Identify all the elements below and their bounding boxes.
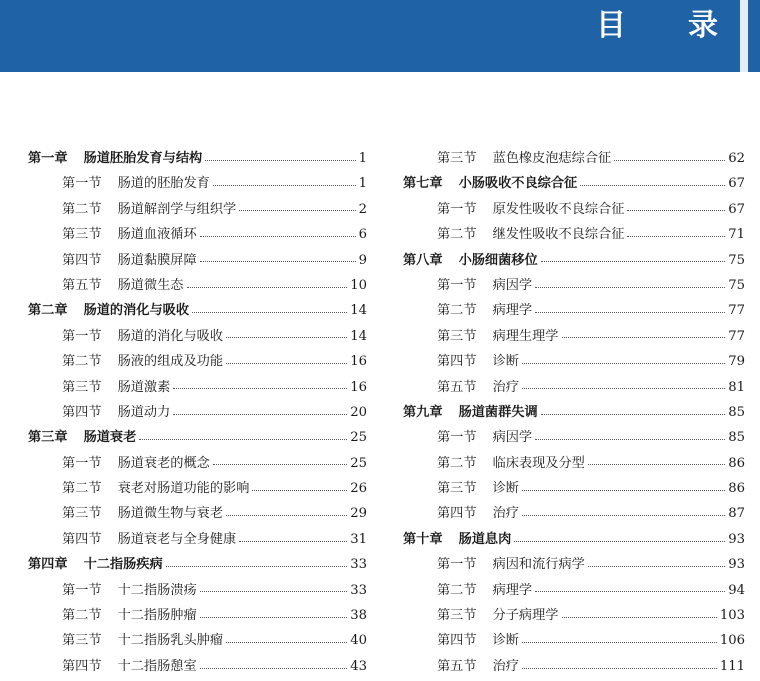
toc-entry-label: 第五节	[437, 658, 477, 674]
toc-section-row[interactable]	[28, 273, 367, 298]
toc-page-number: 9	[358, 252, 367, 268]
toc-section-row[interactable]	[28, 248, 367, 273]
toc-page-number: 86	[728, 455, 745, 471]
toc-section-row[interactable]	[28, 451, 367, 476]
toc-entry-label: 第二节	[62, 354, 102, 370]
toc-dot-leader	[200, 616, 348, 618]
toc-entry-title: 十二指肠疾病	[83, 557, 163, 573]
toc-entry-title: 病理生理学	[492, 328, 559, 344]
toc-entry-label: 第四节	[437, 633, 477, 649]
toc-entry-label: 第三节	[62, 506, 102, 522]
toc-entry-label: 第一节	[437, 277, 477, 293]
toc-entry-title: 肠道的消化与吸收	[83, 303, 190, 319]
toc-entry-title: 肠道衰老	[83, 430, 137, 446]
toc-page-number: 77	[728, 303, 745, 319]
toc-section-row[interactable]	[28, 501, 367, 526]
toc-right-column	[403, 146, 745, 679]
toc-chapter-row[interactable]	[403, 248, 745, 273]
toc-entry-label: 第四节	[437, 506, 477, 522]
toc-dot-leader	[535, 286, 725, 288]
toc-chapter-row[interactable]	[28, 298, 367, 323]
toc-entry-title: 肠液的组成及功能	[117, 354, 224, 370]
toc-section-row[interactable]	[28, 222, 367, 247]
toc-entry-label: 第二节	[437, 455, 477, 471]
toc-dot-leader	[514, 540, 725, 542]
toc-page-number: 75	[728, 277, 745, 293]
toc-entry-title: 临床表现及分型	[492, 455, 585, 471]
toc-entry-title: 肠道激素	[117, 379, 171, 395]
toc-entry-title: 肠道衰老的概念	[117, 455, 210, 471]
toc-entry-title: 肠道的胚胎发育	[117, 176, 210, 192]
toc-dot-leader	[226, 641, 347, 643]
toc-section-row[interactable]	[403, 349, 745, 374]
toc-page-number: 43	[350, 658, 367, 674]
toc-entry-title: 诊断	[492, 633, 519, 649]
toc-entry-title: 肠道菌群失调	[458, 404, 538, 420]
toc-entry-label: 第三节	[437, 151, 477, 166]
toc-entry-label: 第四节	[62, 658, 102, 674]
toc-section-row[interactable]	[28, 654, 367, 679]
toc-dot-leader	[580, 184, 725, 186]
toc-entry-label: 第九章	[403, 404, 443, 420]
toc-section-row[interactable]	[28, 578, 367, 603]
toc-entry-title: 十二指肠肿瘤	[117, 608, 197, 624]
toc-entry-label: 第三节	[62, 227, 102, 243]
toc-dot-leader	[535, 311, 725, 313]
toc-entry-title: 治疗	[492, 658, 519, 674]
toc-entry-title: 小肠细菌移位	[458, 252, 538, 268]
toc-section-row[interactable]	[403, 451, 745, 476]
toc-dot-leader	[173, 413, 347, 415]
toc-page-number: 93	[728, 557, 745, 573]
toc-section-row[interactable]	[28, 349, 367, 374]
toc-entry-title: 肠道息肉	[458, 531, 512, 547]
header-edge-stripe	[740, 0, 748, 72]
toc-dot-leader	[192, 311, 347, 313]
toc-section-row[interactable]	[403, 324, 745, 349]
toc-page-number: 79	[728, 354, 745, 370]
toc-section-row[interactable]	[28, 527, 367, 552]
toc-dot-leader	[166, 565, 348, 567]
toc-entry-title: 治疗	[492, 506, 519, 522]
toc-page-number: 26	[350, 481, 367, 497]
toc-dot-leader	[627, 235, 725, 237]
toc-page-number: 14	[350, 303, 367, 319]
toc-section-row[interactable]	[403, 222, 745, 247]
toc-page-number: 14	[350, 328, 367, 344]
toc-entry-title: 肠道解剖学与组织学	[117, 201, 237, 217]
toc-entry-label: 第一节	[62, 328, 102, 344]
toc-dot-leader	[627, 209, 725, 211]
toc-dot-leader	[541, 413, 726, 415]
toc-dot-leader	[200, 667, 348, 669]
toc-dot-leader	[541, 260, 726, 262]
toc-page-number: 94	[728, 582, 745, 598]
toc-entry-label: 第四节	[437, 354, 477, 370]
toc-section-row[interactable]	[28, 400, 367, 425]
toc-dot-leader	[226, 362, 347, 364]
toc-section-row[interactable]	[403, 273, 745, 298]
page-title	[596, 0, 720, 44]
toc-page-number: 1	[358, 151, 367, 166]
toc-page-number: 33	[350, 582, 367, 598]
toc-entry-title: 肠道衰老与全身健康	[117, 531, 237, 547]
toc-page-number: 71	[728, 227, 745, 243]
toc-chapter-row[interactable]	[403, 400, 745, 425]
toc-entry-label: 第三节	[437, 608, 477, 624]
toc-page-number: 40	[350, 633, 367, 649]
toc-dot-leader	[226, 336, 347, 338]
toc-entry-label: 第七章	[403, 176, 443, 192]
toc-chapter-row[interactable]	[28, 146, 367, 171]
toc-chapter-row[interactable]	[28, 552, 367, 577]
toc-entry-title: 诊断	[492, 481, 519, 497]
toc-dot-leader	[588, 565, 725, 567]
toc-dot-leader	[522, 667, 717, 669]
toc-chapter-row[interactable]	[403, 527, 745, 552]
toc-entry-label: 第一节	[437, 557, 477, 573]
toc-dot-leader	[588, 463, 725, 465]
toc-dot-leader	[614, 159, 725, 161]
toc-dot-leader	[239, 209, 355, 211]
toc-page-number: 77	[728, 328, 745, 344]
toc-entry-label: 第二节	[62, 481, 102, 497]
toc-page-number: 111	[719, 658, 745, 674]
toc-dot-leader	[535, 438, 725, 440]
toc-dot-leader	[187, 286, 348, 288]
toc-page-number: 33	[350, 557, 367, 573]
toc-section-row[interactable]	[28, 628, 367, 653]
toc-page-number: 85	[728, 404, 745, 420]
toc-page-number: 85	[728, 430, 745, 446]
toc-entry-label: 第三章	[28, 430, 68, 446]
toc-entry-title: 肠道微生态	[117, 277, 184, 293]
toc-entry-label: 第三节	[62, 633, 102, 649]
page-title-char-2: 录	[688, 8, 720, 43]
toc-dot-leader	[562, 336, 726, 338]
toc-page-number: 25	[350, 455, 367, 471]
toc-entry-label: 第一节	[62, 582, 102, 598]
toc-page-number: 31	[350, 531, 367, 547]
toc-section-row[interactable]	[28, 603, 367, 628]
toc-section-row[interactable]	[403, 146, 745, 171]
toc-page-number: 6	[358, 227, 367, 243]
toc-entry-title: 肠道血液循环	[117, 227, 197, 243]
toc-section-row[interactable]	[403, 578, 745, 603]
toc-page-number: 16	[350, 354, 367, 370]
toc-entry-title: 肠道的消化与吸收	[117, 328, 224, 344]
toc-entry-label: 第二节	[437, 582, 477, 598]
toc-page-number: 93	[728, 531, 745, 547]
toc-page-number: 38	[350, 608, 367, 624]
toc-dot-leader	[239, 540, 347, 542]
toc-entry-label: 第四节	[62, 404, 102, 420]
toc-entry-title: 治疗	[492, 379, 519, 395]
toc-dot-leader	[522, 641, 717, 643]
toc-entry-label: 第一章	[28, 151, 68, 166]
toc-dot-leader	[535, 590, 725, 592]
toc-page-number: 75	[728, 252, 745, 268]
toc-chapter-row[interactable]	[403, 171, 745, 196]
toc-entry-title: 病理学	[492, 582, 533, 598]
toc-page-number: 29	[350, 506, 367, 522]
toc-entry-title: 诊断	[492, 354, 519, 370]
toc-entry-title: 分子病理学	[492, 608, 559, 624]
toc-entry-title: 十二指肠溃疡	[117, 582, 197, 598]
toc-dot-leader	[226, 514, 347, 516]
toc-entry-label: 第二节	[437, 303, 477, 319]
toc-dot-leader	[200, 235, 356, 237]
page-title-char-1: 目	[596, 8, 628, 43]
toc-entry-label: 第三节	[437, 481, 477, 497]
toc-page-number: 62	[728, 151, 745, 166]
toc-entry-title: 病因学	[492, 277, 533, 293]
toc-section-row[interactable]	[28, 171, 367, 196]
toc-dot-leader	[200, 260, 356, 262]
toc-dot-leader	[562, 616, 717, 618]
toc-page-number: 25	[350, 430, 367, 446]
toc-dot-leader	[522, 514, 725, 516]
toc-entry-title: 十二指肠憩室	[117, 658, 197, 674]
toc-page-number: 106	[719, 633, 745, 649]
toc-dot-leader	[252, 489, 347, 491]
toc-entry-label: 第一节	[62, 176, 102, 192]
toc-dot-leader	[173, 387, 347, 389]
toc-section-row[interactable]	[403, 501, 745, 526]
toc-entry-label: 第二节	[62, 608, 102, 624]
toc-section-row[interactable]	[403, 654, 745, 679]
toc-section-row[interactable]	[403, 375, 745, 400]
toc-dot-leader	[522, 387, 725, 389]
toc-entry-title: 肠道胚胎发育与结构	[83, 151, 203, 166]
toc-page-number: 2	[358, 201, 367, 217]
toc-dot-leader	[213, 184, 356, 186]
toc-page-number: 20	[350, 404, 367, 420]
toc-dot-leader	[522, 362, 725, 364]
toc-page-number: 1	[358, 176, 367, 192]
toc-section-row[interactable]	[28, 375, 367, 400]
toc-dot-leader	[139, 438, 347, 440]
toc-page-number: 87	[728, 506, 745, 522]
toc-section-row[interactable]	[28, 476, 367, 501]
toc-entry-title: 肠道动力	[117, 404, 171, 420]
toc-entry-label: 第一节	[62, 455, 102, 471]
toc-entry-title: 衰老对肠道功能的影响	[117, 481, 250, 497]
toc-dot-leader	[522, 489, 725, 491]
toc-entry-title: 病因和流行病学	[492, 557, 585, 573]
toc-page-number: 81	[728, 379, 745, 395]
toc-dot-leader	[205, 159, 355, 161]
toc-entry-label: 第二章	[28, 303, 68, 319]
toc-section-row[interactable]	[403, 476, 745, 501]
toc-section-row[interactable]	[403, 197, 745, 222]
toc-entry-label: 第四节	[62, 252, 102, 268]
toc-entry-title: 小肠吸收不良综合征	[458, 176, 578, 192]
toc-page-number: 103	[719, 608, 745, 624]
toc-entry-label: 第五节	[437, 379, 477, 395]
toc-entry-title: 蓝色橡皮泡痣综合征	[492, 151, 612, 166]
toc-entry-label: 第八章	[403, 252, 443, 268]
toc-entry-title: 病理学	[492, 303, 533, 319]
toc-entry-title: 原发性吸收不良综合征	[492, 201, 625, 217]
toc-dot-leader	[213, 463, 347, 465]
toc-page-number: 86	[728, 481, 745, 497]
toc-entry-label: 第一节	[437, 430, 477, 446]
toc-section-row[interactable]	[403, 552, 745, 577]
toc-entry-label: 第四节	[62, 531, 102, 547]
toc-page-number: 67	[728, 176, 745, 192]
toc-entry-label: 第二节	[62, 201, 102, 217]
toc-entry-label: 第五节	[62, 277, 102, 293]
toc-entry-label: 第三节	[437, 328, 477, 344]
toc-section-row[interactable]	[403, 425, 745, 450]
toc-page-number: 16	[350, 379, 367, 395]
toc-entry-title: 肠道黏膜屏障	[117, 252, 197, 268]
toc-dot-leader	[200, 590, 348, 592]
toc-section-row[interactable]	[403, 628, 745, 653]
toc-entry-label: 第四章	[28, 557, 68, 573]
toc-section-row[interactable]	[403, 298, 745, 323]
toc-entry-label: 第二节	[437, 227, 477, 243]
toc-section-row[interactable]	[28, 324, 367, 349]
toc-page-number: 67	[728, 201, 745, 217]
toc-chapter-row[interactable]	[28, 425, 367, 450]
toc-entry-label: 第一节	[437, 201, 477, 217]
toc-entry-title: 继发性吸收不良综合征	[492, 227, 625, 243]
toc-left-column	[28, 146, 367, 679]
toc-section-row[interactable]	[28, 197, 367, 222]
toc-entry-title: 肠道微生物与衰老	[117, 506, 224, 522]
toc-entry-title: 病因学	[492, 430, 533, 446]
toc-entry-title: 十二指肠乳头肿瘤	[117, 633, 224, 649]
toc-section-row[interactable]	[403, 603, 745, 628]
toc-entry-label: 第十章	[403, 531, 443, 547]
toc-page-number: 10	[350, 277, 367, 293]
toc-entry-label: 第三节	[62, 379, 102, 395]
